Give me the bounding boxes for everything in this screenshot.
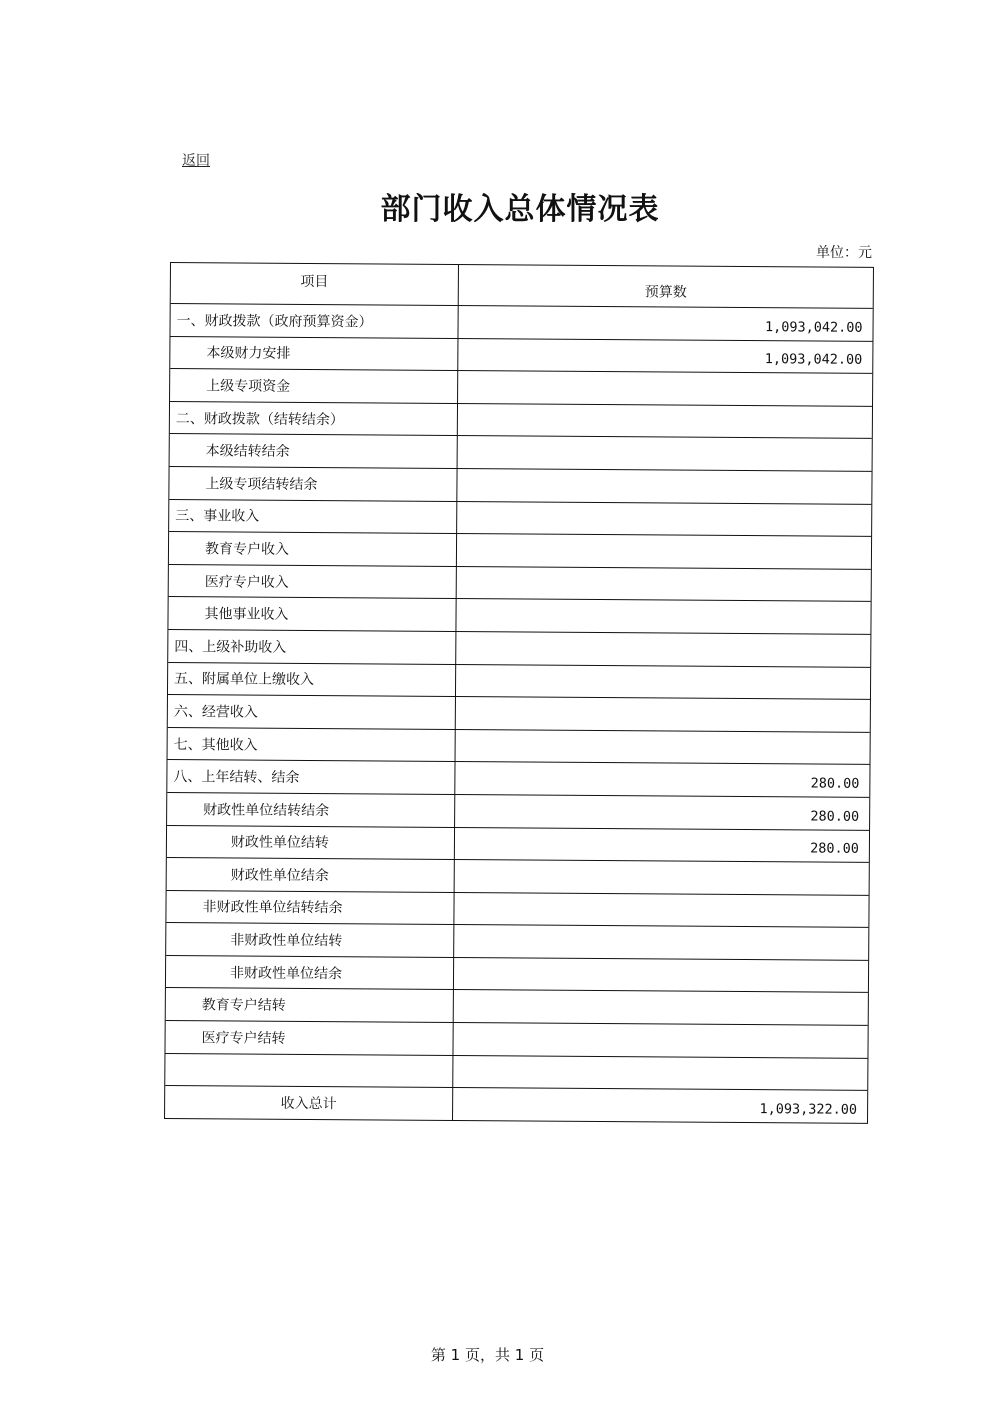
- table-row: [165, 1053, 867, 1090]
- table-row: [170, 336, 872, 373]
- row-label: 教育专户结转: [166, 988, 454, 1022]
- table-row: [170, 433, 872, 470]
- total-value: 1,093,322.00: [759, 1101, 858, 1118]
- table-row: [165, 1020, 867, 1057]
- row-label: 财政性单位结转: [167, 825, 455, 859]
- table-row: [170, 401, 872, 438]
- row-label: 财政性单位结余: [167, 858, 455, 892]
- row-value: [455, 860, 869, 894]
- header-budget: 预算数: [644, 284, 687, 301]
- table-row: [166, 987, 868, 1024]
- table-row: [169, 531, 871, 568]
- row-label: 本级结转结余: [170, 434, 458, 468]
- table-row: [167, 792, 869, 829]
- row-label: 七、其他收入: [168, 728, 456, 762]
- row-label: 非财政性单位结余: [166, 956, 454, 990]
- row-value: [457, 502, 871, 536]
- row-value: [458, 404, 872, 438]
- row-value: [456, 599, 870, 633]
- table-row: [166, 890, 868, 927]
- table-total-row: [165, 1085, 867, 1122]
- row-value: [458, 436, 872, 470]
- row-label: 一、财政拨款（政府预算资金）: [170, 304, 458, 338]
- table-row: [166, 955, 868, 992]
- row-label: 其他事业收入: [168, 597, 456, 631]
- row-value: 280.00: [810, 808, 860, 825]
- header-item: 项目: [171, 263, 459, 305]
- row-value: [453, 1023, 867, 1057]
- row-label: 上级专项结转结余: [169, 467, 457, 501]
- row-value: [456, 697, 870, 731]
- row-value: [456, 632, 870, 666]
- row-value: [454, 958, 868, 992]
- row-value: [454, 893, 868, 927]
- row-value: [456, 730, 870, 764]
- table-row: [169, 564, 871, 601]
- row-label: 教育专户收入: [169, 532, 457, 566]
- row-label: 二、财政拨款（结转结余）: [170, 402, 458, 436]
- row-label: 三、事业收入: [169, 500, 457, 534]
- table-row: [169, 466, 871, 503]
- row-label: 财政性单位结转结余: [167, 793, 455, 827]
- row-label: 四、上级补助收入: [168, 630, 456, 664]
- row-label: 非财政性单位结转结余: [166, 891, 454, 925]
- table-row: [168, 596, 870, 633]
- table-row: [167, 824, 869, 861]
- row-value: 1,093,042.00: [764, 318, 863, 336]
- row-value: [457, 567, 871, 601]
- row-label: 八、上年结转、结余: [167, 760, 455, 794]
- table-row: [170, 368, 872, 405]
- table-row: [166, 922, 868, 959]
- table-body: [165, 303, 872, 1090]
- row-value: [454, 990, 868, 1024]
- row-value: 280.00: [810, 840, 859, 858]
- income-table: [164, 262, 874, 1124]
- table-row: [169, 499, 871, 536]
- row-label: 五、附属单位上缴收入: [168, 663, 456, 697]
- page-title: 部门收入总体情况表: [380, 192, 660, 227]
- row-value: [456, 665, 870, 699]
- row-value: [454, 925, 868, 959]
- total-label: 收入总计: [165, 1086, 453, 1120]
- table-row: [168, 727, 870, 764]
- unit-label: 单位：元: [816, 245, 872, 261]
- table-row: [170, 303, 872, 340]
- row-value: [457, 469, 871, 503]
- back-link[interactable]: 返回: [182, 153, 210, 169]
- page-number: 第 1 页，共 1 页: [430, 1346, 545, 1364]
- row-label: 本级财力安排: [170, 337, 458, 371]
- row-label: 医疗专户收入: [169, 565, 457, 599]
- row-label: 非财政性单位结转: [166, 923, 454, 957]
- table-row: [167, 759, 869, 796]
- table-row: [168, 629, 870, 666]
- row-label: 六、经营收入: [168, 695, 456, 729]
- row-value: 1,093,042.00: [764, 351, 863, 369]
- table-row: [168, 694, 870, 731]
- row-label: [165, 1054, 453, 1088]
- row-value: [453, 1056, 867, 1090]
- table-header-row: [171, 263, 873, 308]
- table-row: [168, 662, 870, 699]
- table-row: [167, 857, 869, 894]
- row-value: [458, 371, 872, 405]
- row-label: 上级专项资金: [170, 369, 458, 403]
- row-value: [457, 534, 871, 568]
- row-value: 280.00: [810, 775, 860, 792]
- row-label: 医疗专户结转: [165, 1021, 453, 1055]
